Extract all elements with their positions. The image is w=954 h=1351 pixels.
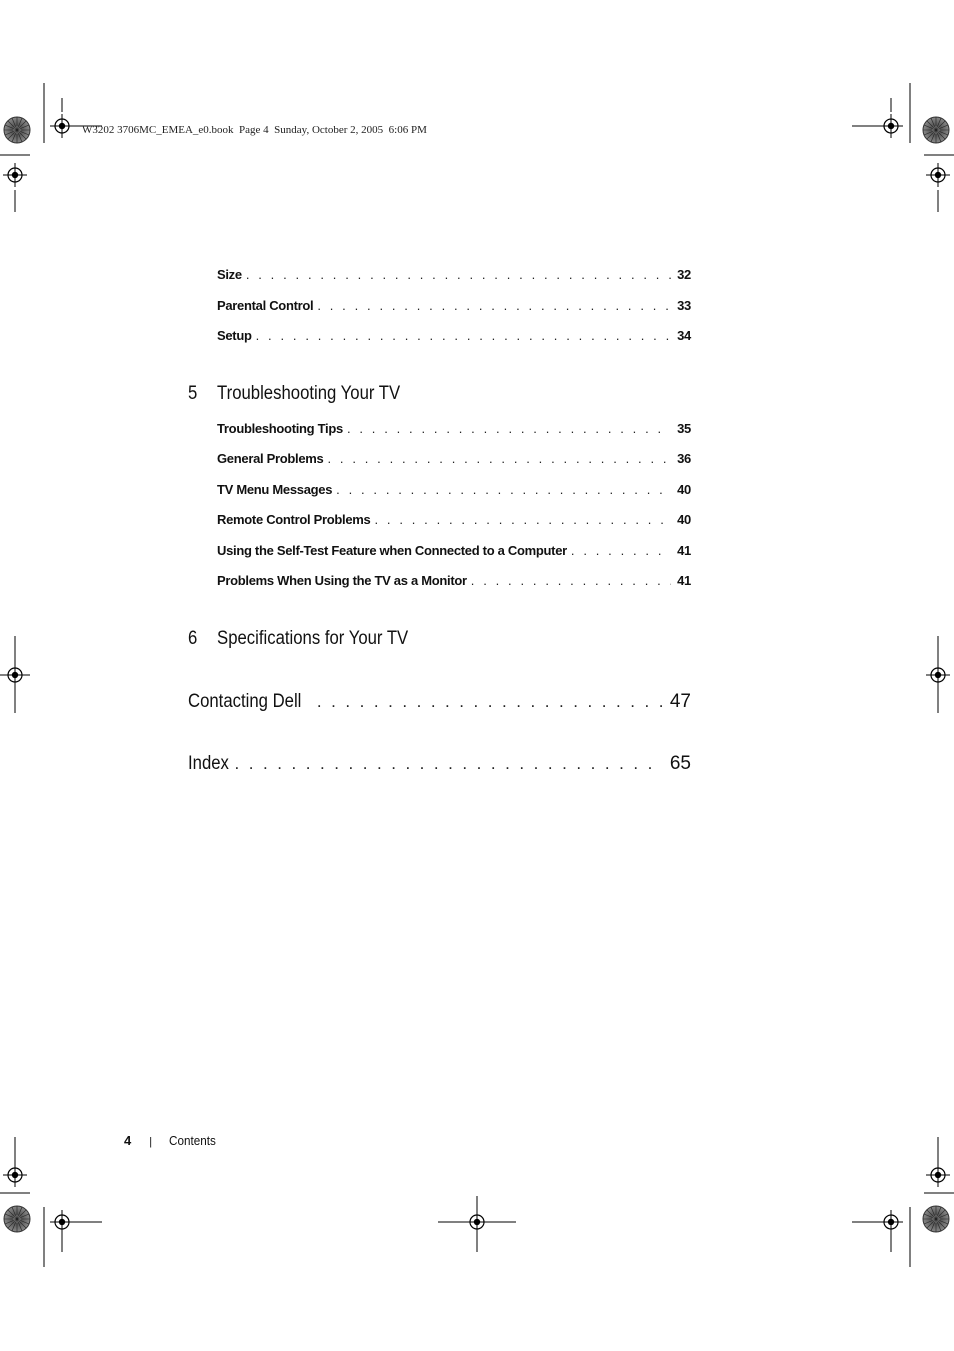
registration-mark-icon bbox=[3, 163, 27, 187]
registration-mark-icon bbox=[3, 1163, 27, 1187]
toc-entry[interactable] bbox=[217, 543, 691, 561]
toc-entry[interactable] bbox=[217, 267, 691, 285]
dot-leader bbox=[347, 421, 671, 436]
toc-entry-title: Index bbox=[188, 753, 229, 774]
toc-entry[interactable] bbox=[217, 298, 691, 316]
dot-leader bbox=[246, 267, 671, 282]
chapter-number: 5 bbox=[188, 383, 198, 404]
toc-back-matter-entry[interactable] bbox=[188, 753, 691, 775]
toc-entry-title: Parental Control bbox=[217, 298, 314, 313]
registration-mark-icon bbox=[465, 1210, 489, 1234]
dot-leader bbox=[471, 573, 671, 588]
dot-leader bbox=[256, 328, 672, 343]
toc-entry-page: 40 bbox=[677, 482, 691, 497]
toc-entry-title: TV Menu Messages bbox=[217, 482, 333, 497]
footer-separator: | bbox=[149, 1136, 153, 1148]
registration-mark-icon bbox=[50, 1210, 74, 1234]
dot-leader bbox=[234, 754, 661, 774]
toc-entry[interactable] bbox=[217, 482, 691, 500]
color-target-icon bbox=[4, 117, 30, 143]
toc-entry[interactable] bbox=[217, 451, 691, 469]
toc-entry-title: Contacting Dell bbox=[188, 691, 302, 712]
chapter-heading[interactable] bbox=[188, 383, 400, 405]
toc-entry-title: Size bbox=[217, 267, 242, 282]
toc-entry-title: General Problems bbox=[217, 451, 324, 466]
toc-entry-page: 47 bbox=[669, 691, 691, 712]
toc-entry-page: 40 bbox=[677, 512, 691, 527]
dot-leader bbox=[317, 298, 671, 313]
toc-entry-title: Troubleshooting Tips bbox=[217, 421, 343, 436]
toc-entry-page: 65 bbox=[669, 753, 691, 774]
registration-mark-icon bbox=[926, 663, 950, 687]
registration-mark-icon bbox=[3, 663, 27, 687]
registration-mark-icon bbox=[926, 1163, 950, 1187]
color-target-icon bbox=[923, 117, 949, 143]
dot-leader bbox=[327, 451, 671, 466]
chapter-title: Troubleshooting Your TV bbox=[217, 383, 401, 404]
dot-leader bbox=[571, 543, 671, 558]
footer-section-label: Contents bbox=[169, 1133, 216, 1148]
dot-leader bbox=[317, 692, 662, 712]
toc-entry-page: 41 bbox=[677, 573, 691, 588]
file-info-header: W3202 3706MC_EMEA_e0.book Page 4 Sunday, October 2, 2005 6:06 PM bbox=[82, 124, 427, 136]
color-target-icon bbox=[923, 1206, 949, 1232]
chapter-title: Specifications for Your TV bbox=[217, 628, 409, 649]
toc-entry-page: 35 bbox=[677, 421, 691, 436]
dot-leader bbox=[336, 482, 671, 497]
toc-entry-title: Setup bbox=[217, 328, 252, 343]
chapter-heading[interactable] bbox=[188, 628, 408, 650]
toc-entry[interactable] bbox=[217, 573, 691, 591]
dot-leader bbox=[374, 512, 671, 527]
toc-entry-page: 32 bbox=[677, 267, 691, 282]
page-footer bbox=[124, 1133, 221, 1148]
toc-entry[interactable] bbox=[217, 512, 691, 530]
toc-entry-title: Problems When Using the TV as a Monitor bbox=[217, 573, 467, 588]
toc-entry-page: 33 bbox=[677, 298, 691, 313]
toc-back-matter-entry[interactable] bbox=[188, 691, 691, 713]
toc-entry[interactable] bbox=[217, 421, 691, 439]
color-target-icon bbox=[4, 1206, 30, 1232]
toc-entry-title: Using the Self-Test Feature when Connected to a Computer bbox=[217, 543, 567, 558]
registration-mark-icon bbox=[879, 1210, 903, 1234]
toc-entry-title: Remote Control Problems bbox=[217, 512, 371, 527]
chapter-number: 6 bbox=[188, 628, 198, 649]
registration-mark-icon bbox=[879, 114, 903, 138]
toc-entry-page: 36 bbox=[677, 451, 691, 466]
toc-entry-page: 41 bbox=[677, 543, 691, 558]
toc-entry-page: 34 bbox=[677, 328, 691, 343]
registration-mark-icon bbox=[926, 163, 950, 187]
toc-entry[interactable] bbox=[217, 328, 691, 346]
registration-mark-icon bbox=[50, 114, 74, 138]
footer-page-number: 4 bbox=[124, 1133, 132, 1148]
